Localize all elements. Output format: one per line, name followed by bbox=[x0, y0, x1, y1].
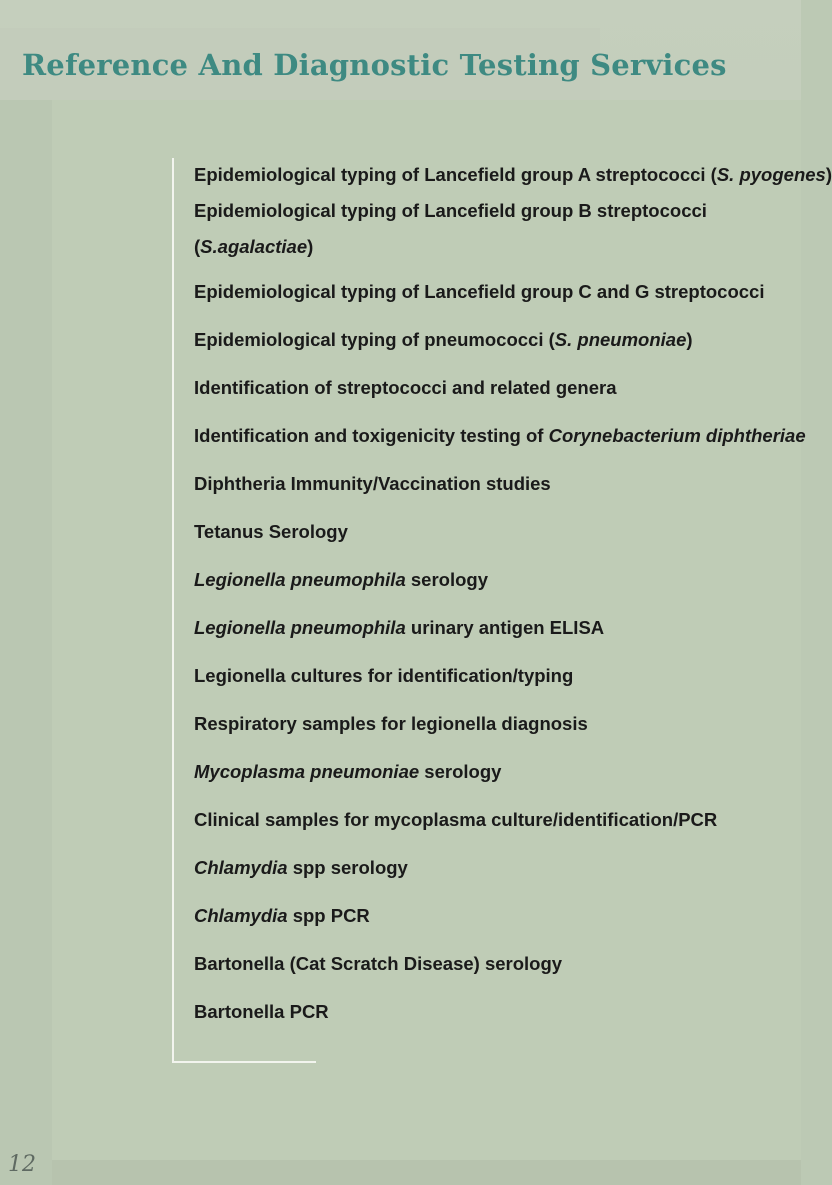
list-item-italic-text: S. pneumoniae bbox=[554, 329, 687, 350]
list-item bbox=[194, 659, 573, 693]
list-item bbox=[194, 563, 488, 597]
list-item-text: Epidemiological typing of Lancefield group C and G streptococci bbox=[194, 281, 765, 302]
horizontal-rule bbox=[172, 1061, 316, 1063]
vertical-rule bbox=[172, 158, 174, 1063]
list-item-text: Epidemiological typing of pneumococci ( bbox=[194, 329, 555, 350]
left-margin bbox=[0, 100, 52, 1185]
list-item bbox=[194, 803, 717, 837]
list-item bbox=[194, 995, 329, 1029]
list-item bbox=[194, 275, 764, 309]
list-item-text: Clinical samples for mycoplasma culture/identification/PCR bbox=[194, 809, 718, 830]
list-item-text: Bartonella PCR bbox=[194, 1001, 329, 1022]
list-item-text: urinary antigen ELISA bbox=[405, 617, 605, 638]
list-item-italic-text: S. pyogenes bbox=[716, 164, 826, 185]
list-item-text: Identification of streptococci and related genera bbox=[194, 377, 617, 398]
page-title: Reference And Diagnostic Testing Services bbox=[22, 48, 727, 82]
list-item bbox=[194, 323, 693, 357]
list-item bbox=[194, 467, 551, 501]
list-item-italic-text: Corynebacterium diphtheriae bbox=[548, 425, 806, 446]
list-item-italic-text: Legionella pneumophila bbox=[194, 617, 406, 638]
list-item bbox=[194, 707, 588, 741]
footer-strip bbox=[52, 1160, 801, 1185]
list-item-italic-text: Chlamydia bbox=[194, 857, 288, 878]
list-item bbox=[194, 515, 348, 549]
list-item bbox=[194, 194, 707, 228]
list-item-italic-text: Mycoplasma pneumoniae bbox=[194, 761, 420, 782]
list-item-text: serology bbox=[405, 569, 488, 590]
list-item-text: Diphtheria Immunity/Vaccination studies bbox=[194, 473, 551, 494]
list-item bbox=[194, 899, 370, 933]
page-number: 12 bbox=[8, 1152, 36, 1177]
list-item bbox=[194, 158, 832, 192]
list-item-italic-text: Legionella pneumophila bbox=[194, 569, 406, 590]
list-item-text: serology bbox=[419, 761, 502, 782]
list-item-text: spp PCR bbox=[287, 905, 370, 926]
list-item-text: ) bbox=[307, 236, 314, 257]
list-item-italic-text: Chlamydia bbox=[194, 905, 288, 926]
list-item bbox=[194, 371, 617, 405]
list-item-text: Identification and toxigenicity testing of bbox=[194, 425, 549, 446]
list-item bbox=[194, 755, 501, 789]
list-item-text: spp serology bbox=[287, 857, 408, 878]
list-item bbox=[194, 947, 562, 981]
list-item-text: Epidemiological typing of Lancefield group B streptococci bbox=[194, 200, 707, 221]
list-item bbox=[194, 611, 604, 645]
list-item-text: Respiratory samples for legionella diagnosis bbox=[194, 713, 588, 734]
list-item bbox=[194, 419, 806, 453]
list-item-text: Legionella cultures for identification/typing bbox=[194, 665, 574, 686]
list-item-text: ) bbox=[825, 164, 832, 185]
list-item bbox=[194, 851, 408, 885]
list-item-text: ( bbox=[194, 236, 201, 257]
list-item-text: Epidemiological typing of Lancefield group A streptococci ( bbox=[194, 164, 717, 185]
list-item-text: Tetanus Serology bbox=[194, 521, 348, 542]
list-item-text: Bartonella (Cat Scratch Disease) serology bbox=[194, 953, 563, 974]
list-item bbox=[194, 230, 313, 264]
list-item-text: ) bbox=[686, 329, 693, 350]
list-item-italic-text: S.agalactiae bbox=[200, 236, 308, 257]
